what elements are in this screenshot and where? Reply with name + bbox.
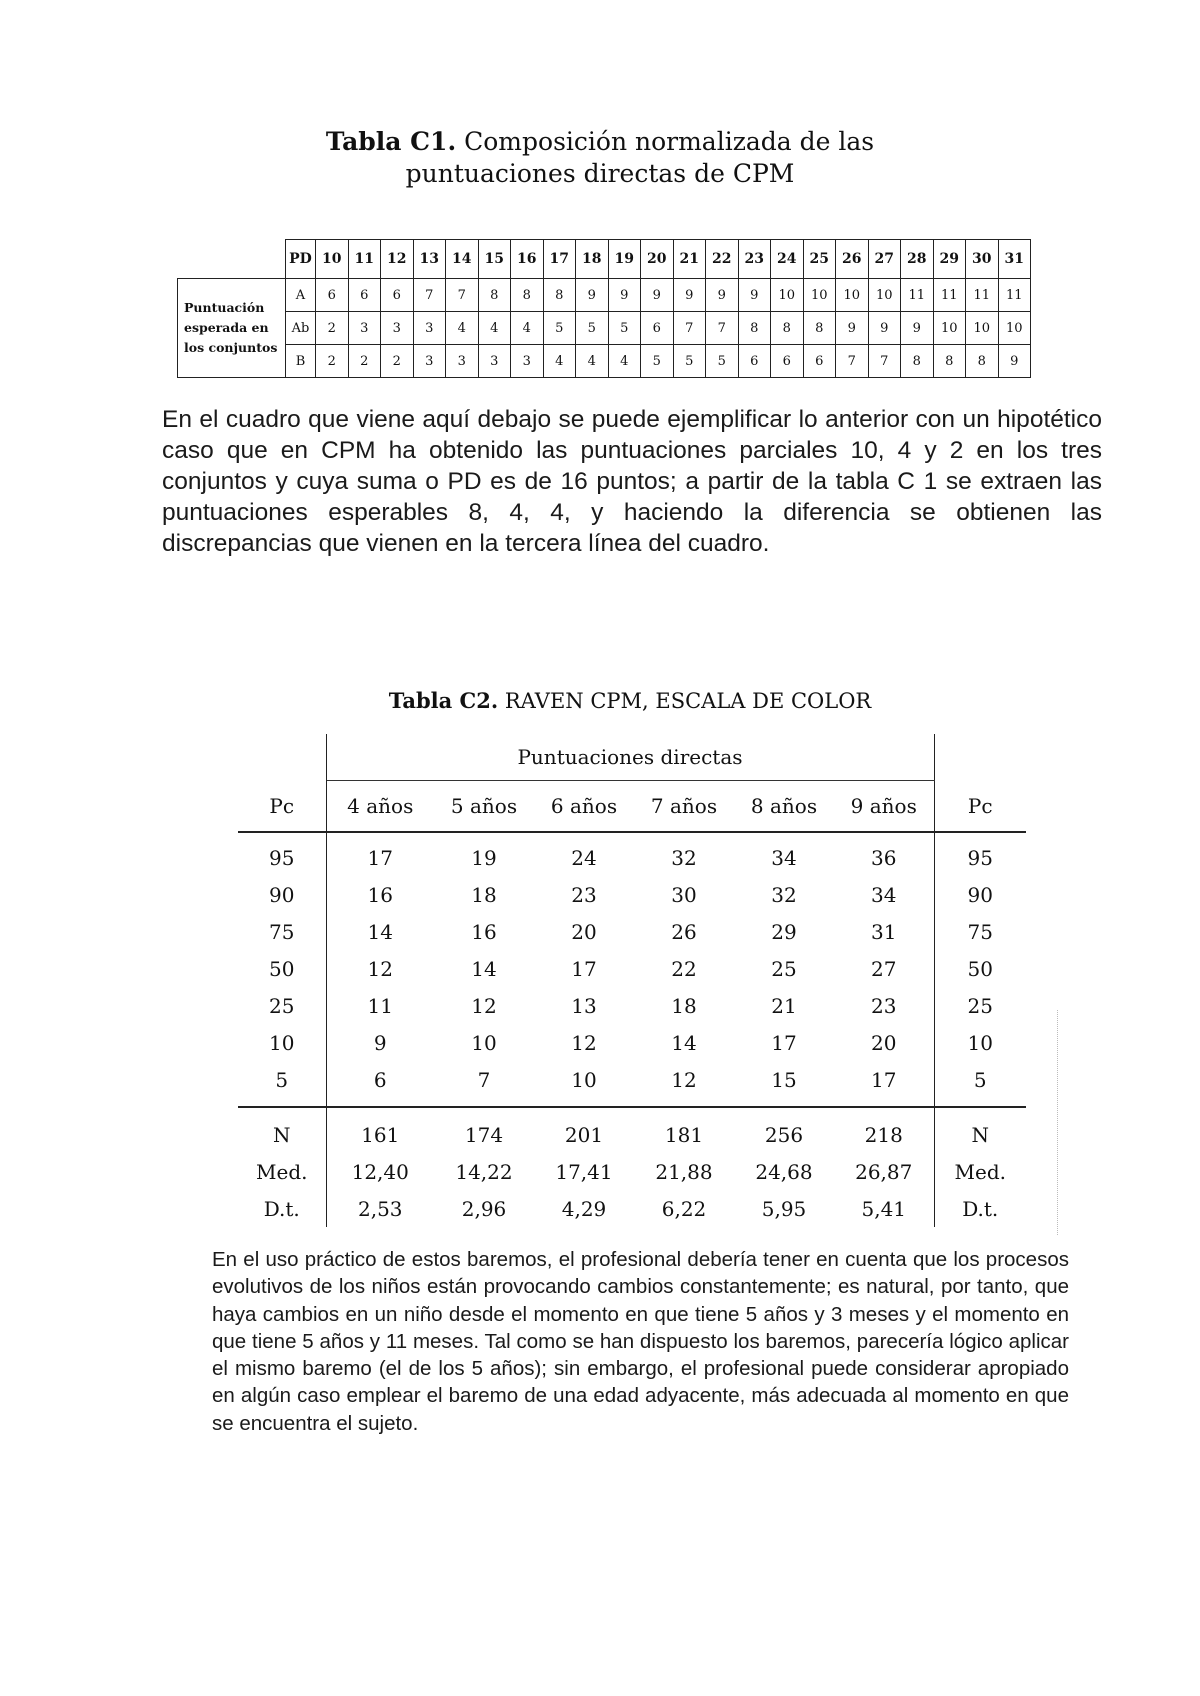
table-c2-row [238, 832, 1026, 876]
table-c2-cell: 16 [367, 882, 393, 907]
table-c2-stat-cell: 17,41 [555, 1159, 613, 1184]
table-c1-row-label-line: los conjuntos [184, 340, 278, 355]
table-c1-cell: 5 [706, 345, 739, 378]
table-c2-stat-cell: 14,22 [455, 1159, 513, 1184]
table-c2-cell: 17 [771, 1030, 797, 1055]
table-c1-title-text-line2: puntuaciones directas de CPM [405, 159, 795, 188]
table-c2-stat-cell: 2,53 [357, 1196, 403, 1221]
table-c2-pc-value: 50 [238, 950, 326, 987]
table-c1-cell: 10 [836, 279, 869, 312]
table-c1-cell: 5 [608, 312, 641, 345]
table-c2-stat-cell: 21,88 [655, 1159, 713, 1184]
table-c1-cell: 5 [543, 312, 576, 345]
table-c1-pd-value: 31 [998, 240, 1031, 279]
table-c2 [238, 734, 1026, 1227]
table-c2-cell: 30 [671, 882, 697, 907]
scan-artifact-line [1057, 1010, 1058, 1235]
table-c2-stat-row [238, 1153, 1026, 1190]
table-c2-pc-value-right: 5 [934, 1061, 1026, 1107]
table-c2-stat-cell: 6,22 [661, 1196, 707, 1221]
table-c1-cell: 3 [511, 345, 544, 378]
table-c2-stat-label-right: N [934, 1107, 1026, 1153]
table-c1-cell: 8 [803, 312, 836, 345]
table-c1-pd-value: 24 [771, 240, 804, 279]
table-c1-cell: 9 [836, 312, 869, 345]
table-c1-pd-value: 18 [576, 240, 609, 279]
table-c1-row [178, 279, 1031, 312]
table-c1-cell: 9 [673, 279, 706, 312]
table-c1-row [178, 345, 1031, 378]
table-c1-cell: 5 [673, 345, 706, 378]
table-c2-cell: 14 [671, 1030, 697, 1055]
table-c1-cell: 9 [706, 279, 739, 312]
table-c1-cell: 6 [641, 312, 674, 345]
table-c1-cell: 8 [933, 345, 966, 378]
table-c1-cell: 10 [803, 279, 836, 312]
table-c1-cell: 3 [348, 312, 381, 345]
table-c2-row [238, 950, 1026, 987]
table-c1-cell: 10 [933, 312, 966, 345]
table-c2-stat-label: N [238, 1107, 326, 1153]
table-c2-pc-value: 90 [238, 876, 326, 913]
table-c2-stat-label-right: Med. [934, 1153, 1026, 1190]
table-c2-stat-label: D.t. [238, 1190, 326, 1227]
table-c1-row [178, 312, 1031, 345]
table-c1-set-label: Ab [286, 312, 316, 345]
table-c2-title-label: Tabla C2. [388, 688, 499, 713]
table-c2-age-header: 6 años [534, 781, 634, 833]
table-c1-cell: 7 [706, 312, 739, 345]
table-c2-cell: 15 [734, 1061, 834, 1107]
table-c1-cell: 8 [543, 279, 576, 312]
table-c1-cell: 6 [381, 279, 414, 312]
table-c1-cell: 11 [966, 279, 999, 312]
table-c1-pd-value: 26 [836, 240, 869, 279]
table-c1-pd-value: 13 [413, 240, 446, 279]
table-c1-cell: 3 [446, 345, 479, 378]
table-c1-pd-value: 25 [803, 240, 836, 279]
table-c1-row-label-line: Puntuación [184, 300, 265, 315]
table-c1 [177, 239, 1031, 378]
table-c2-stat-label: Med. [238, 1153, 326, 1190]
table-c2-span-row [238, 734, 1026, 781]
table-c1-cell: 4 [576, 345, 609, 378]
table-c2-stat-cell: 2,96 [461, 1196, 507, 1221]
table-c1-cell: 6 [316, 279, 349, 312]
table-c1-pd-value: 14 [446, 240, 479, 279]
table-c2-cell: 14 [471, 956, 497, 981]
table-c2-cell: 23 [571, 882, 597, 907]
table-c2-cell: 10 [471, 1030, 497, 1055]
table-c1-pd-value: 15 [478, 240, 511, 279]
table-c1-cell: 6 [348, 279, 381, 312]
table-c2-cell: 11 [367, 993, 393, 1018]
table-c1-pd-value: 16 [511, 240, 544, 279]
table-c2-stat-cell: 256 [764, 1122, 804, 1147]
table-c2-cell: 20 [571, 919, 597, 944]
table-c1-cell: 11 [933, 279, 966, 312]
table-c2-cell: 32 [771, 882, 797, 907]
table-c2-pc-value-right: 10 [934, 1024, 1026, 1061]
table-c2-cell: 26 [671, 919, 697, 944]
table-c1-cell: 9 [998, 345, 1031, 378]
table-c1-title [250, 126, 950, 190]
table-c2-cell: 10 [534, 1061, 634, 1107]
table-c2-pc-value-right: 95 [934, 832, 1026, 876]
table-c1-title-label: Tabla C1. [325, 127, 457, 156]
table-c2-cell: 16 [471, 919, 497, 944]
table-c1-cell: 3 [413, 345, 446, 378]
table-c1-cell: 6 [771, 345, 804, 378]
table-c1-set-label: B [286, 345, 316, 378]
table-c1-cell: 2 [316, 312, 349, 345]
table-c1-cell: 8 [771, 312, 804, 345]
table-c1-set-label: A [286, 279, 316, 312]
table-c1-pd-value: 10 [316, 240, 349, 279]
table-c1-cell: 5 [641, 345, 674, 378]
table-c2-span-header: Puntuaciones directas [326, 734, 934, 781]
table-c2-stat-cell: 218 [864, 1122, 903, 1147]
table-c1-cell: 9 [608, 279, 641, 312]
table-c2-cell: 12 [571, 1030, 597, 1055]
table-c1-pd-value: 12 [381, 240, 414, 279]
table-c1-cell: 7 [446, 279, 479, 312]
table-c2-cell: 27 [871, 956, 897, 981]
table-c1-row-label-line: esperada en [184, 320, 269, 335]
table-c2-pc-value: 95 [238, 832, 326, 876]
table-c1-cell: 4 [478, 312, 511, 345]
table-c2-pc-value: 25 [238, 987, 326, 1024]
table-c2-cell: 23 [871, 993, 897, 1018]
table-c1-pd-value: 27 [868, 240, 901, 279]
table-c2-row [238, 1024, 1026, 1061]
table-c2-cell: 22 [671, 956, 697, 981]
table-c2-row [238, 1061, 1026, 1107]
table-c1-cell: 2 [348, 345, 381, 378]
table-c1-pd-value: 28 [901, 240, 934, 279]
table-c1-pd-value: 11 [348, 240, 381, 279]
table-c1-cell: 10 [868, 279, 901, 312]
table-c2-cell: 34 [871, 882, 897, 907]
table-c1-cell: 7 [836, 345, 869, 378]
table-c2-cell: 29 [771, 919, 797, 944]
table-c2-stat-row [238, 1107, 1026, 1153]
table-c1-pd-value: 19 [608, 240, 641, 279]
table-c1-cell: 3 [413, 312, 446, 345]
table-c1-cell: 9 [738, 279, 771, 312]
table-c1-cell: 4 [543, 345, 576, 378]
table-c1-title-text: Composición normalizada de las [464, 127, 875, 156]
table-c1-cell: 7 [868, 345, 901, 378]
table-c2-pc-value-right: 25 [934, 987, 1026, 1024]
table-c1-cell: 10 [998, 312, 1031, 345]
table-c1-cell: 6 [803, 345, 836, 378]
table-c2-pc-value: 5 [238, 1061, 326, 1107]
table-c1-cell: 4 [511, 312, 544, 345]
table-c2-stat-cell: 12,40 [351, 1159, 409, 1184]
table-c1-pd-label: PD [286, 240, 316, 279]
table-c2-corner-left [238, 734, 326, 781]
table-c2-cell: 34 [771, 845, 797, 870]
table-c2-age-header: 4 años [326, 781, 434, 833]
table-c2-cell: 17 [834, 1061, 934, 1107]
table-c1-pd-value: 22 [706, 240, 739, 279]
paragraph-2: En el uso práctico de estos baremos, el profesional debería tener en cuenta que los procesos evolutivos de los niños están provocando cambios constantemente; es natural, por tanto, que haya cambios en un niño desde el momento en que tiene 5 años y 3 meses y el momento en que tiene 5 años y 11 meses. Tal como se han dispuesto los baremos, parecería lógico aplicar el mismo baremo (el de los 5 años); sin embargo, el profesional puede considerar apropiado en algún caso emplear el baremo de una edad adyacente, más adecuada al momento en que se encuentra el sujeto. [212, 1248, 1069, 1435]
table-c2-cell: 36 [871, 845, 897, 870]
table-c2-pc-value: 10 [238, 1024, 326, 1061]
table-c2-cell: 17 [571, 956, 597, 981]
table-c1-header-row [178, 240, 1031, 279]
table-c2-stat-cell: 24,68 [755, 1159, 813, 1184]
table-c2-cell: 12 [471, 993, 497, 1018]
table-c1-cell: 3 [381, 312, 414, 345]
table-c2-cell: 19 [471, 845, 497, 870]
table-c2-cell: 12 [367, 956, 393, 981]
table-c2-stat-label-right: D.t. [934, 1190, 1026, 1227]
table-c1-cell: 8 [738, 312, 771, 345]
table-c2-age-header: 8 años [734, 781, 834, 833]
table-c1-pd-value: 30 [966, 240, 999, 279]
table-c1-cell: 5 [576, 312, 609, 345]
table-c2-pc-value: 75 [238, 913, 326, 950]
table-c2-cell: 24 [571, 845, 597, 870]
table-c1-cell: 9 [868, 312, 901, 345]
table-c2-stat-row [238, 1190, 1026, 1227]
table-c1-cell: 11 [901, 279, 934, 312]
table-c1-cell: 11 [998, 279, 1031, 312]
table-c1-pd-value: 29 [933, 240, 966, 279]
table-c2-pc-value-right: 50 [934, 950, 1026, 987]
table-c2-age-header: 7 años [634, 781, 734, 833]
table-c2-cell: 18 [671, 993, 697, 1018]
table-c2-cell: 25 [771, 956, 797, 981]
table-c2-stat-cell: 201 [564, 1122, 604, 1147]
table-c1-cell: 9 [641, 279, 674, 312]
table-c2-stat-cell: 26,87 [855, 1159, 913, 1184]
table-c2-cell: 32 [671, 845, 697, 870]
paragraph-1: En el cuadro que viene aquí debajo se puede ejemplificar lo anterior con un hipotético caso que en CPM ha obtenido las puntuaciones parciales 10, 4 y 2 en los tres conjuntos y cuya suma o PD es de 16 puntos; a partir de la tabla C 1 se extraen las puntuaciones esperables 8, 4, 4, y haciendo la diferencia se obtienen las discrepancias que vienen en la tercera línea del cuadro. [162, 406, 1102, 557]
table-c2-title [300, 688, 960, 713]
table-c2-pc-header-right: Pc [934, 781, 1026, 833]
table-c2-cell: 31 [871, 919, 897, 944]
table-c2-cell: 7 [434, 1061, 534, 1107]
table-c1-cell: 8 [478, 279, 511, 312]
table-c1-cell: 9 [576, 279, 609, 312]
table-c2-cell: 14 [367, 919, 393, 944]
table-c1-pd-value: 23 [738, 240, 771, 279]
table-c1-cell: 4 [608, 345, 641, 378]
table-c1-cell: 7 [673, 312, 706, 345]
table-c2-row [238, 913, 1026, 950]
table-c2-stat-cell: 161 [361, 1122, 400, 1147]
table-c2-column-header-row [238, 781, 1026, 833]
table-c2-stat-cell: 5,95 [761, 1196, 807, 1221]
table-c1-pd-value: 17 [543, 240, 576, 279]
table-c2-stat-cell: 174 [464, 1122, 504, 1147]
table-c2-row [238, 876, 1026, 913]
table-c2-title-text: RAVEN CPM, ESCALA DE COLOR [504, 689, 872, 713]
table-c2-stat-cell: 5,41 [861, 1196, 907, 1221]
table-c1-cell: 2 [381, 345, 414, 378]
table-c2-pc-value-right: 75 [934, 913, 1026, 950]
table-c1-cell: 10 [966, 312, 999, 345]
table-c2-cell: 9 [373, 1030, 387, 1055]
table-c1-cell: 3 [478, 345, 511, 378]
table-c1-row-label [178, 279, 286, 378]
table-c1-cell: 9 [901, 312, 934, 345]
table-c2-corner-right [934, 734, 1026, 781]
table-c2-row [238, 987, 1026, 1024]
table-c2-cell: 18 [471, 882, 497, 907]
table-c2-age-header: 9 años [834, 781, 934, 833]
table-c2-cell: 17 [367, 845, 393, 870]
table-c1-cell: 8 [511, 279, 544, 312]
table-c1-cell: 8 [901, 345, 934, 378]
table-c2-cell: 6 [326, 1061, 434, 1107]
table-c2-pc-header: Pc [238, 781, 326, 833]
table-c2-cell: 13 [571, 993, 597, 1018]
table-c2-cell: 20 [871, 1030, 897, 1055]
table-c1-cell: 10 [771, 279, 804, 312]
table-c2-cell: 21 [771, 993, 797, 1018]
table-c2-age-header: 5 años [434, 781, 534, 833]
table-c1-pd-value: 21 [673, 240, 706, 279]
table-c2-pc-value-right: 90 [934, 876, 1026, 913]
table-c2-stat-cell: 4,29 [561, 1196, 607, 1221]
table-c1-cell: 7 [413, 279, 446, 312]
table-c1-cell: 8 [966, 345, 999, 378]
table-c1-cell: 4 [446, 312, 479, 345]
table-c2-stat-cell: 181 [664, 1122, 704, 1147]
table-c1-cell: 2 [316, 345, 349, 378]
table-c1-pd-value: 20 [641, 240, 674, 279]
table-c1-corner [178, 240, 286, 279]
table-c1-cell: 6 [738, 345, 771, 378]
table-c2-cell: 12 [634, 1061, 734, 1107]
